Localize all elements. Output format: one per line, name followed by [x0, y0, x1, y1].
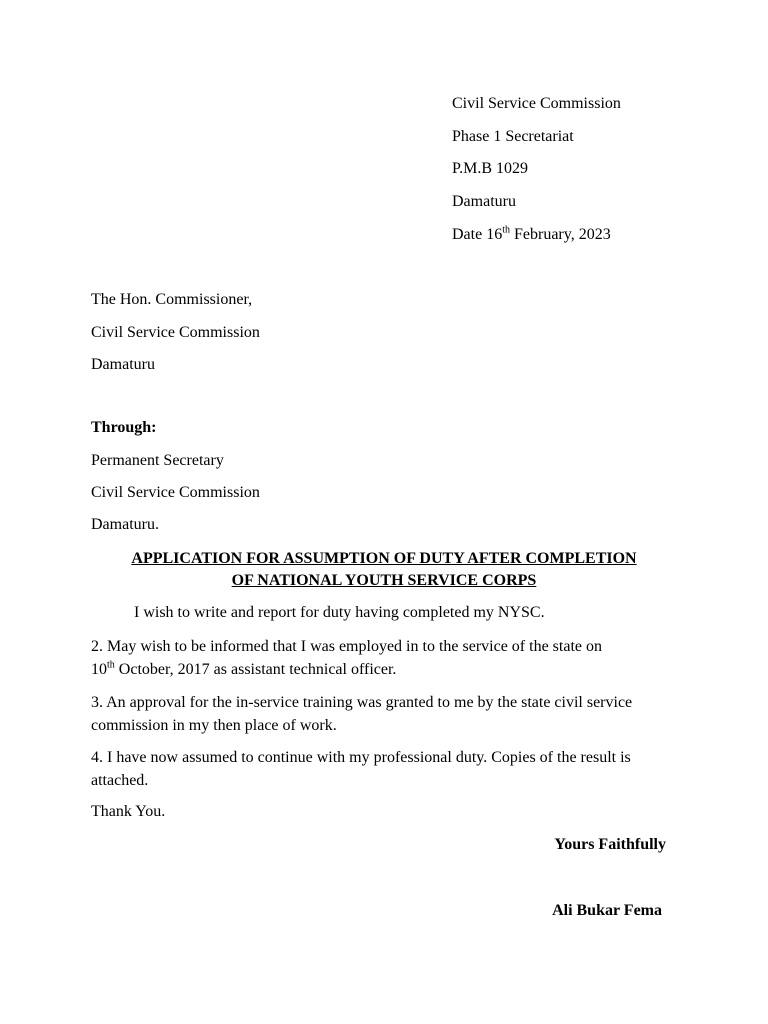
- subject-heading: [91, 548, 677, 592]
- recipient-line: The Hon. Commissioner,: [91, 291, 253, 308]
- signatory-name: Ali Bukar Fema: [552, 902, 662, 919]
- recipient-line: Civil Service Commission: [91, 324, 260, 341]
- thanks-line: Thank You.: [91, 803, 166, 820]
- employment-day: 10: [91, 661, 107, 678]
- subject-line: APPLICATION FOR ASSUMPTION OF DUTY AFTER COMPLETION: [131, 550, 637, 567]
- date-month-year: February, 2023: [509, 226, 611, 243]
- through-line: Civil Service Commission: [91, 484, 260, 501]
- date-ordinal: th: [502, 224, 510, 236]
- body-paragraph-2-line: [91, 658, 681, 681]
- recipient-line: Damaturu: [91, 356, 155, 373]
- body-paragraph-1: I wish to write and report for duty having completed my NYSC.: [134, 604, 545, 621]
- body-paragraph-4: 4. I have now assumed to continue with my professional duty. Copies of the result is attached.: [91, 749, 631, 789]
- date-day: Date 16: [452, 226, 503, 243]
- employment-detail: October, 2017 as assistant technical officer.: [114, 661, 397, 678]
- sender-address-line: Damaturu: [452, 193, 516, 210]
- letter-date: [452, 225, 611, 245]
- employment-ordinal: th: [107, 659, 115, 671]
- sender-address-line: Civil Service Commission: [452, 95, 621, 112]
- body-paragraph-2: [91, 635, 681, 681]
- valediction: Yours Faithfully: [554, 836, 666, 853]
- body-paragraph-3: 3. An approval for the in-service training was granted to me by the state civil service commission in my then place of work.: [91, 694, 633, 734]
- sender-address-line: P.M.B 1029: [452, 160, 529, 177]
- sender-address-line: Phase 1 Secretariat: [452, 128, 574, 145]
- through-heading: Through:: [91, 419, 157, 436]
- through-line: Permanent Secretary: [91, 452, 224, 469]
- subject-line: OF NATIONAL YOUTH SERVICE CORPS: [231, 572, 537, 589]
- body-paragraph-2-line: 2. May wish to be informed that I was employed in to the service of the state on: [91, 638, 602, 655]
- through-line: Damaturu.: [91, 516, 159, 533]
